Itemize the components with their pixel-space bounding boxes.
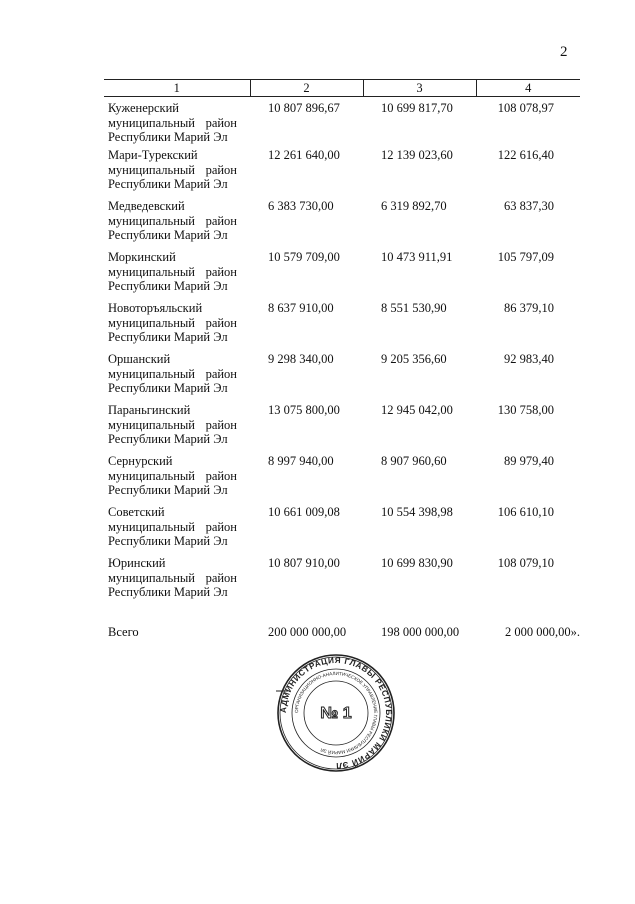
seal-inner-text: ОРГАНИЗАЦИОННО-АНАЛИТИЧЕСКОЕ УПРАВЛЕНИЕ ГЛАВЫ РЕСПУБЛИКИ МАРИЙ ЭЛ xyxy=(293,670,379,756)
total-col3: 198 000 000,00 xyxy=(381,625,460,639)
table-row xyxy=(104,403,580,454)
district-type-word: район xyxy=(205,213,237,228)
district-name: Куженерский xyxy=(108,101,179,115)
district-type-word: муниципальный xyxy=(108,115,195,130)
district-name: Параньгинский xyxy=(108,403,191,417)
total-col4: 2 000 000,00». xyxy=(505,625,580,639)
district-type-word: муниципальный xyxy=(108,162,195,177)
value-col2: 8 637 910,00 xyxy=(268,301,334,315)
district-name: Сернурский xyxy=(108,454,173,468)
district-type-word: район xyxy=(205,162,237,177)
table-row xyxy=(104,250,580,301)
column-header: 1 xyxy=(104,80,250,97)
district-name-cell xyxy=(104,505,250,556)
value-col4: 92 983,40 xyxy=(504,352,554,366)
value-col3: 10 554 398,98 xyxy=(381,505,453,519)
district-republic: Республики Марий Эл xyxy=(108,279,228,293)
district-name-cell xyxy=(104,352,250,403)
official-seal xyxy=(276,653,396,773)
district-name: Медведевский xyxy=(108,199,185,213)
district-name: Оршанский xyxy=(108,352,171,366)
value-col3: 9 205 356,60 xyxy=(381,352,447,366)
district-type-word: муниципальный xyxy=(108,366,195,381)
column-header: 2 xyxy=(250,80,363,97)
value-col2: 12 261 640,00 xyxy=(268,148,340,162)
district-name: Юринский xyxy=(108,556,166,570)
district-type-word: район xyxy=(205,417,237,432)
column-header: 3 xyxy=(363,80,476,97)
district-type-word: муниципальный xyxy=(108,468,195,483)
district-name-cell xyxy=(104,250,250,301)
seal-center-text: № 1 xyxy=(320,705,352,722)
value-col2: 10 579 709,00 xyxy=(268,250,340,264)
value-col2: 9 298 340,00 xyxy=(268,352,334,366)
value-col3: 10 699 830,90 xyxy=(381,556,453,570)
value-col2: 10 807 910,00 xyxy=(268,556,340,570)
value-col4: 108 079,10 xyxy=(497,556,554,570)
district-type-word: район xyxy=(205,468,237,483)
district-type-word: муниципальный xyxy=(108,213,195,228)
district-republic: Республики Марий Эл xyxy=(108,432,228,446)
district-name-cell xyxy=(104,97,250,149)
table-row xyxy=(104,556,580,607)
district-name: Советский xyxy=(108,505,165,519)
district-type-word: район xyxy=(205,570,237,585)
value-col2: 13 075 800,00 xyxy=(268,403,340,417)
table-row xyxy=(104,505,580,556)
value-col4: 108 078,97 xyxy=(497,101,554,115)
table-row xyxy=(104,454,580,505)
district-name-cell xyxy=(104,454,250,505)
district-republic: Республики Марий Эл xyxy=(108,130,228,144)
district-type-word: муниципальный xyxy=(108,570,195,585)
district-republic: Республики Марий Эл xyxy=(108,534,228,548)
district-republic: Республики Марий Эл xyxy=(108,381,228,395)
district-republic: Республики Марий Эл xyxy=(108,177,228,191)
value-col4: 106 610,10 xyxy=(497,505,554,519)
district-type-word: район xyxy=(205,519,237,534)
district-type-word: район xyxy=(205,315,237,330)
column-header: 4 xyxy=(476,80,580,97)
value-col3: 6 319 892,70 xyxy=(381,199,447,213)
allocation-table xyxy=(104,79,580,640)
district-type-word: район xyxy=(205,366,237,381)
total-row xyxy=(104,607,580,640)
value-col3: 10 699 817,70 xyxy=(381,101,453,115)
table-row xyxy=(104,352,580,403)
district-name: Новоторъяльский xyxy=(108,301,203,315)
district-name: Мари-Турекский xyxy=(108,148,198,162)
district-type-word: район xyxy=(205,264,237,279)
table-row xyxy=(104,301,580,352)
district-name-cell xyxy=(104,301,250,352)
value-col4: 122 616,40 xyxy=(497,148,554,162)
value-col4: 89 979,40 xyxy=(504,454,554,468)
value-col4: 130 758,00 xyxy=(497,403,554,417)
table-header-row xyxy=(104,80,580,97)
district-name-cell xyxy=(104,403,250,454)
value-col3: 12 139 023,60 xyxy=(381,148,453,162)
value-col4: 63 837,30 xyxy=(504,199,554,213)
district-republic: Республики Марий Эл xyxy=(108,483,228,497)
district-type-word: муниципальный xyxy=(108,417,195,432)
table-row xyxy=(104,148,580,199)
value-col2: 10 661 009,08 xyxy=(268,505,340,519)
table-row xyxy=(104,97,580,149)
value-col4: 105 797,09 xyxy=(497,250,554,264)
district-name-cell xyxy=(104,556,250,607)
value-col2: 10 807 896,67 xyxy=(268,101,340,115)
total-col2: 200 000 000,00 xyxy=(268,625,347,639)
district-name-cell xyxy=(104,148,250,199)
district-name-cell xyxy=(104,199,250,250)
value-col3: 12 945 042,00 xyxy=(381,403,453,417)
table-row xyxy=(104,199,580,250)
value-col3: 10 473 911,91 xyxy=(381,250,453,264)
district-republic: Республики Марий Эл xyxy=(108,228,228,242)
value-col2: 6 383 730,00 xyxy=(268,199,334,213)
value-col2: 8 997 940,00 xyxy=(268,454,334,468)
total-label: Всего xyxy=(108,625,139,639)
district-republic: Республики Марий Эл xyxy=(108,330,228,344)
district-name: Моркинский xyxy=(108,250,176,264)
district-type-word: муниципальный xyxy=(108,264,195,279)
value-col3: 8 907 960,60 xyxy=(381,454,447,468)
value-col4: 86 379,10 xyxy=(504,301,554,315)
value-col3: 8 551 530,90 xyxy=(381,301,447,315)
seal-outer-text: АДМИНИСТРАЦИЯ ГЛАВЫ РЕСПУБЛИКИ МАРИЙ ЭЛ xyxy=(278,655,394,771)
district-type-word: муниципальный xyxy=(108,315,195,330)
district-republic: Республики Марий Эл xyxy=(108,585,228,599)
page-number: 2 xyxy=(560,44,568,60)
district-type-word: муниципальный xyxy=(108,519,195,534)
district-type-word: район xyxy=(205,115,237,130)
